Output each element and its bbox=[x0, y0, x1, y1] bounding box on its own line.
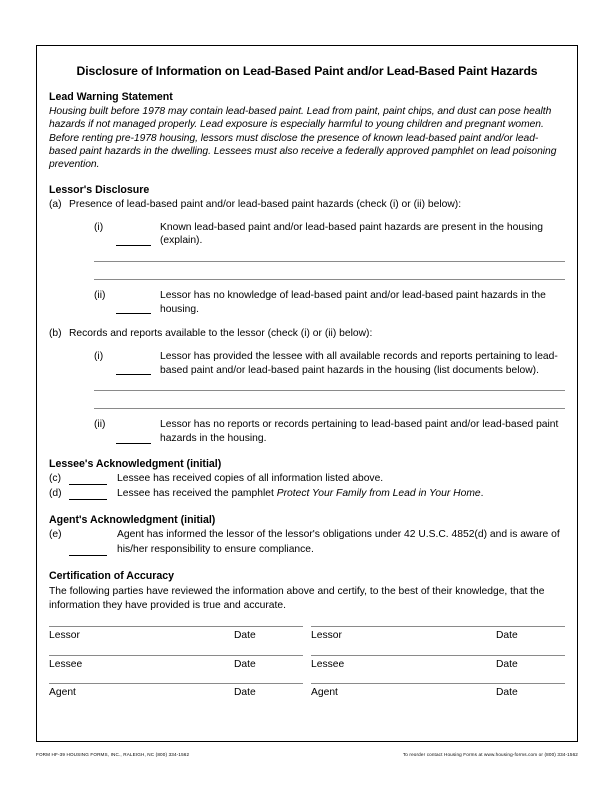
lessee-item-c-initial-blank[interactable] bbox=[69, 472, 117, 487]
clause-b-item-i-checkbox-blank[interactable] bbox=[116, 350, 160, 377]
signature-labels-agent-right bbox=[311, 684, 565, 699]
clause-a-item-ii-text: Lessor has no knowledge of lead-based paint and/or lead-based paint hazards in the housing. bbox=[160, 289, 546, 315]
signature-row-lessor bbox=[49, 626, 565, 642]
clause-a-text: Presence of lead-based paint and/or lead-based paint hazards (check (i) or (ii) below): bbox=[69, 198, 462, 210]
lead-warning-body: Housing built before 1978 may contain lead-based paint. Lead from paint, paint chips, and dust can pose health hazards if not managed properly. Lead exposure is especially harmful to young children and pregnant women. Before renting pre-1978 housing, lessors must disclose the presence of known lead-based paint and/or lead-based paint hazards in the dwelling. Lessees must also receive a federally approved pamphlet on lead poisoning prevention. bbox=[49, 105, 557, 171]
clause-a-marker: (a) bbox=[49, 198, 62, 210]
footer-reorder-notice: To reorder contact Housing Forms at www.housing-forms.com or (800) 334-1562 bbox=[402, 752, 578, 757]
lessee-item-c-marker: (c) bbox=[49, 472, 62, 484]
signature-cell-lessor-right bbox=[311, 626, 565, 642]
signature-label-name: Lessee bbox=[311, 658, 345, 670]
signature-label-name: Lessor bbox=[311, 630, 342, 642]
form-content bbox=[49, 56, 565, 735]
lessee-item-d-text-after: . bbox=[480, 487, 484, 499]
signature-cell-lessee-left bbox=[49, 655, 303, 671]
signature-label-name: Lessee bbox=[49, 658, 83, 670]
clause-a-item-i bbox=[49, 221, 565, 248]
lessee-item-d-text-before: Lessee has received the pamphlet bbox=[117, 487, 277, 499]
lessee-item-d bbox=[49, 487, 565, 502]
clause-b-item-ii-text: Lessor has no reports or records pertaining to lead-based paint and/or lead-based paint hazards in the housing. bbox=[160, 419, 559, 444]
clause-a-item-ii bbox=[49, 289, 565, 316]
agent-acknowledgment-heading: Agent's Acknowledgment (initial) bbox=[49, 513, 216, 526]
lessee-acknowledgment-heading: Lessee's Acknowledgment (initial) bbox=[49, 457, 222, 470]
clause-a-item-i-checkbox-blank[interactable] bbox=[116, 221, 160, 248]
clause-a-item-ii-checkbox-blank[interactable] bbox=[116, 289, 160, 316]
signature-label-date: Date bbox=[496, 630, 518, 642]
documents-write-in-line-2[interactable] bbox=[94, 408, 565, 409]
lessee-item-d-text bbox=[117, 487, 565, 502]
signature-labels-lessee-left bbox=[49, 656, 303, 671]
signature-cell-agent-left bbox=[49, 683, 303, 699]
signature-cell-lessor-left bbox=[49, 626, 303, 642]
explain-write-in-line-1[interactable] bbox=[94, 261, 565, 262]
lessor-disclosure-heading: Lessor's Disclosure bbox=[49, 183, 150, 196]
agent-item-e-initial-blank[interactable] bbox=[69, 528, 117, 558]
documents-write-in-line-1[interactable] bbox=[94, 390, 565, 391]
clause-a-item-ii-marker: (ii) bbox=[94, 289, 106, 301]
certification-heading: Certification of Accuracy bbox=[49, 569, 174, 582]
signature-label-date: Date bbox=[234, 630, 256, 642]
signature-cell-agent-right bbox=[311, 683, 565, 699]
clause-b-item-i-marker: (i) bbox=[94, 350, 104, 362]
lessee-item-d-initial-blank[interactable] bbox=[69, 487, 117, 502]
clause-a bbox=[49, 198, 565, 212]
clause-b-marker: (b) bbox=[49, 328, 62, 340]
signature-cell-lessee-right bbox=[311, 655, 565, 671]
page-footer bbox=[36, 752, 578, 757]
page-title: Disclosure of Information on Lead-Based Paint and/or Lead-Based Paint Hazards bbox=[76, 64, 538, 78]
signature-labels-agent-left bbox=[49, 684, 303, 699]
certification-body: The following parties have reviewed the information above and certify, to the best of their knowledge, that the information they have provided is true and accurate. bbox=[49, 586, 545, 611]
signature-labels-lessee-right bbox=[311, 656, 565, 671]
pamphlet-title: Protect Your Family from Lead in Your Home bbox=[276, 487, 481, 499]
signature-label-name: Lessor bbox=[49, 630, 80, 642]
clause-a-item-i-text: Known lead-based paint and/or lead-based paint hazards are present in the housing (explain). bbox=[160, 221, 543, 247]
lessee-item-c bbox=[49, 472, 565, 487]
agent-item-e-marker: (e) bbox=[49, 528, 62, 540]
clause-b-item-i-text: Lessor has provided the lessee with all available records and reports pertaining to lead-based paint and/or lead-based paint hazards in the housing (list documents below). bbox=[160, 350, 558, 376]
clause-b-text: Records and reports available to the lessor (check (i) or (ii) below): bbox=[69, 328, 373, 340]
lessee-item-c-text: Lessee has received copies of all information listed above. bbox=[117, 472, 384, 484]
clause-b-item-i bbox=[49, 350, 565, 377]
signature-label-date: Date bbox=[234, 686, 256, 698]
clause-a-item-i-marker: (i) bbox=[94, 221, 104, 233]
signature-label-date: Date bbox=[496, 658, 518, 670]
lead-warning-heading: Lead Warning Statement bbox=[49, 90, 173, 103]
signature-labels-lessor-left bbox=[49, 627, 303, 642]
form-border-frame bbox=[36, 45, 578, 742]
footer-form-id: FORM HF-39 HOUSING FORMS, INC., RALEIGH, NC (800) 334-1562 bbox=[36, 752, 190, 757]
signature-grid bbox=[49, 626, 565, 699]
signature-labels-lessor-right bbox=[311, 627, 565, 642]
signature-row-lessee bbox=[49, 655, 565, 671]
clause-b bbox=[49, 327, 565, 341]
clause-b-item-ii-checkbox-blank[interactable] bbox=[116, 418, 160, 445]
clause-b-item-ii-marker: (ii) bbox=[94, 419, 106, 431]
signature-label-date: Date bbox=[496, 686, 518, 698]
signature-row-agent bbox=[49, 683, 565, 699]
signature-label-name: Agent bbox=[311, 686, 338, 698]
clause-b-item-ii bbox=[49, 418, 565, 445]
agent-item-e bbox=[49, 528, 565, 558]
signature-label-date: Date bbox=[234, 658, 256, 670]
signature-label-name: Agent bbox=[49, 686, 76, 698]
lessee-item-d-marker: (d) bbox=[49, 487, 62, 499]
explain-write-in-line-2[interactable] bbox=[94, 279, 565, 280]
agent-item-e-text: Agent has informed the lessor of the lessor's obligations under 42 U.S.C. 4852(d) and is aware of his/her responsibility to ensure compliance. bbox=[117, 528, 560, 555]
